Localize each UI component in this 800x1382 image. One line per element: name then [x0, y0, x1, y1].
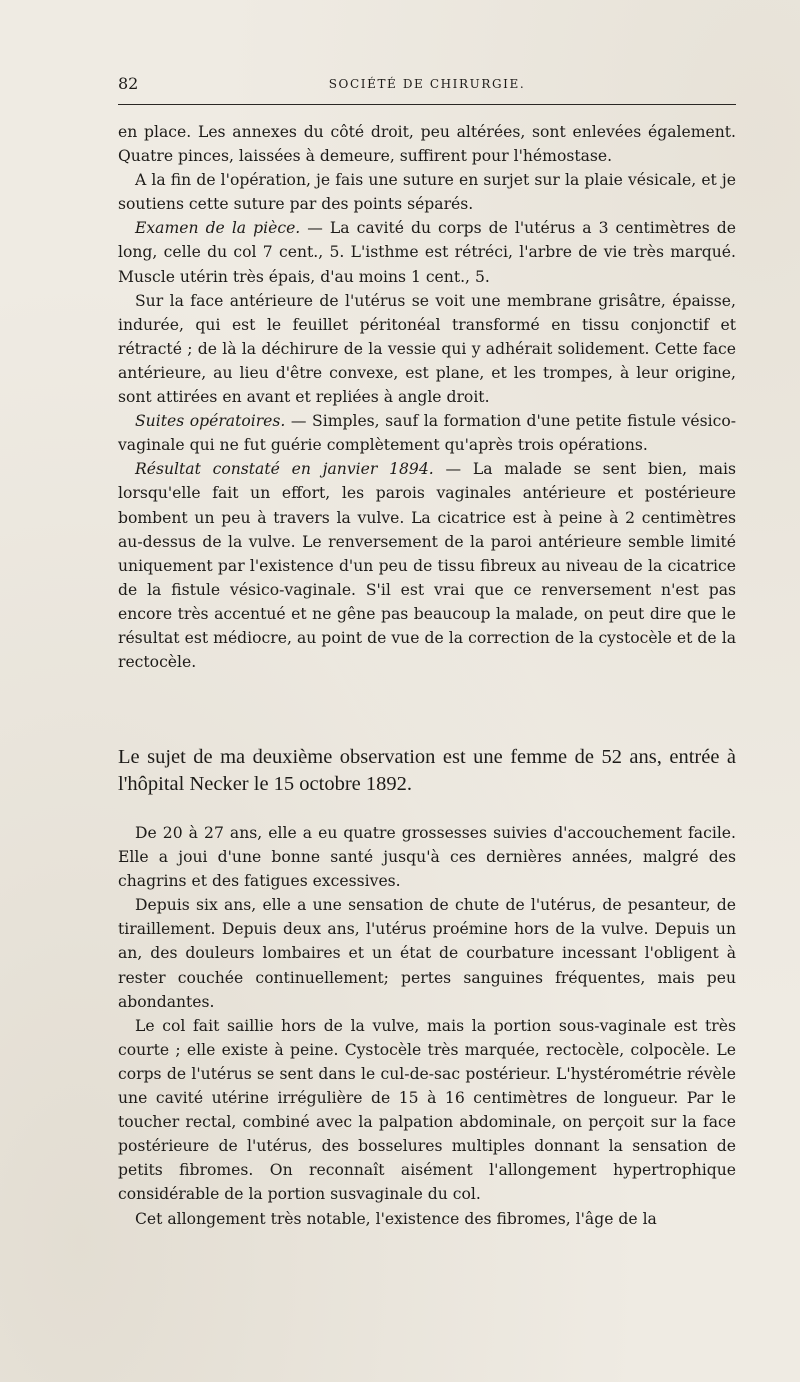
- body-text-bottom: [118, 821, 736, 1231]
- page-number: 82: [118, 74, 139, 93]
- header-rule: [118, 104, 736, 105]
- paragraph: Le col fait saillie hors de la vulve, mais la portion sous-vaginale est très courte ; elle existe à peine. Cystocèle très marquée, rectocèle, colpocèle. Le corps de l'utérus se sent dans le cul-de-sac postérieur. L'hystérométrie révèle une cavité utérine irrégulière de 15 à 16 centimètres de longueur. Par le toucher rectal, combiné avec la palpation abdominale, on perçoit sur la face postérieure de l'utérus, des bosselures multiples donnant la sensation de petits fibromes. On reconnaît aisément l'allongement hypertrophique considérable de la portion susvaginale du col.: [118, 1016, 736, 1204]
- running-title: SOCIÉTÉ DE CHIRURGIE.: [328, 77, 526, 91]
- paragraph: A la fin de l'opération, je fais une suture en surjet sur la plaie vésicale, et je soutiens cette suture par des points séparés.: [118, 171, 736, 214]
- lead-paragraph: Le sujet de ma deuxième observation est une femme de 52 ans, entrée à l'hôpital Necker le 15 octobre 1892.: [118, 746, 736, 795]
- paragraph: Résultat constaté en janvier 1894. — La malade se sent bien, mais lorsqu'elle fait un effort, les parois vaginales antérieure et postérieure bombent un peu à travers la vulve. La cicatrice est à peine à 2 centimètres au-dessus de la vulve. Le renversement de la paroi antérieure semble limité uniquement par l'existence d'un peu de tissu fibreux au niveau de la cicatrice de la fistule vésico-vaginale. S'il est vrai que ce renversement n'est pas encore très accentué et ne gêne pas beaucoup la malade, on peut dire que le résultat est médiocre, au point de vue de la correction de la cystocèle et de la rectocèle.: [118, 460, 736, 672]
- paragraph: Cet allongement très notable, l'existence des fibromes, l'âge de la: [135, 1209, 657, 1228]
- section-label: Suites opératoires.: [135, 412, 286, 431]
- paragraph: Depuis six ans, elle a une sensation de chute de l'utérus, de pesanteur, de tiraillement. Depuis deux ans, l'utérus proémine hors de la vulve. Depuis un an, des douleurs lombaires et un état de courbature incessant l'obligent à rester couchée continuellement; pertes sanguines fréquentes, mais peu abondantes.: [118, 896, 736, 1011]
- paragraph: De 20 à 27 ans, elle a eu quatre grossesses suivies d'accouchement facile. Elle a joui d'une bonne santé jusqu'à ces dernières années, malgré des chagrins et des fatigues excessives.: [118, 824, 736, 891]
- page-header: [118, 74, 736, 96]
- paragraph: Sur la face antérieure de l'utérus se voit une membrane grisâtre, épaisse, indurée, qui est le feuillet péritonéal transformé en tissu conjonctif et rétracté ; de là la déchirure de la vessie qui y adhérait solidement. Cette face antérieure, au lieu d'être convexe, est plane, et les trompes, à leur origine, sont attirées en avant et repliées à angle droit.: [118, 291, 736, 407]
- body-text-top: [118, 120, 736, 674]
- section-label: Examen de la pièce.: [135, 219, 301, 238]
- paragraph: en place. Les annexes du côté droit, peu altérées, sont enlevées également. Quatre pinces, laissées à demeure, suffirent pour l'hémostase.: [118, 123, 736, 166]
- paragraph: Examen de la pièce. — La cavité du corps de l'utérus a 3 centimètres de long, celle du col 7 cent., 5. L'isthme est rétréci, l'arbre de vie très marqué. Muscle utérin très épais, d'au moins 1 cent., 5.: [118, 219, 737, 286]
- paragraph: Suites opératoires. — Simples, sauf la formation d'une petite fistule vésico-vaginale qui ne fut guérie complètement qu'après trois opérations.: [118, 412, 736, 455]
- section-label: Résultat constaté en janvier 1894.: [135, 460, 434, 479]
